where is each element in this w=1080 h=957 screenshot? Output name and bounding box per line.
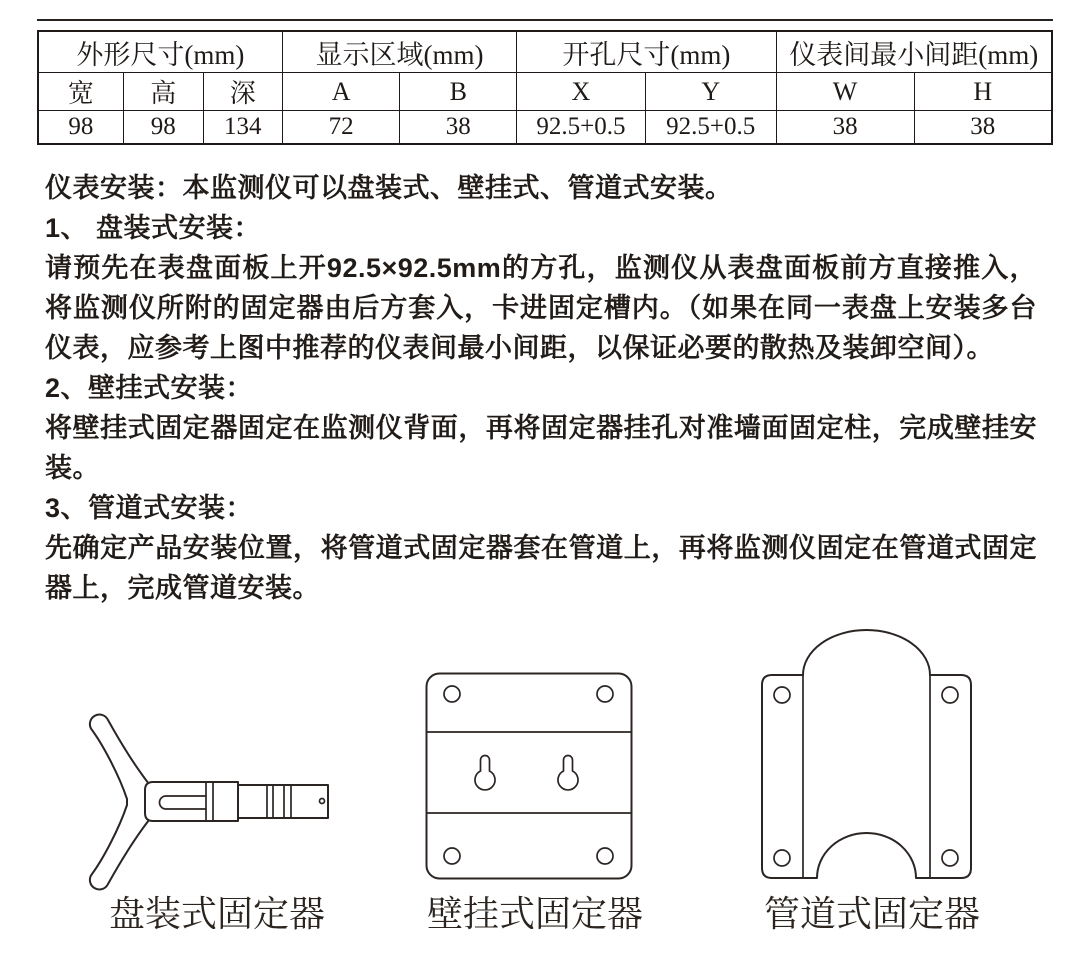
value-depth: 134 <box>203 111 282 145</box>
figure-caption-panel-mount: 盘装式固定器 <box>108 894 325 934</box>
subheader-x: X <box>517 73 646 111</box>
value-y: 92.5+0.5 <box>645 111 776 145</box>
subheader-b: B <box>400 73 517 111</box>
dimension-spec-table <box>37 30 1053 145</box>
value-height: 98 <box>123 111 203 145</box>
value-x: 92.5+0.5 <box>517 111 646 145</box>
subheader-width: 宽 <box>38 73 123 111</box>
subheader-depth: 深 <box>203 73 282 111</box>
subheader-h: H <box>914 73 1052 111</box>
value-b: 38 <box>400 111 517 145</box>
section-3-text: 先确定产品安装位置，将管道式固定器套在管道上，再将监测仪固定在管道式固定器上，完成管道安装。 <box>45 533 1037 603</box>
figure-caption-wall-mount: 壁挂式固定器 <box>426 894 643 934</box>
value-a: 72 <box>282 111 400 145</box>
group-header-display: 显示区域(mm) <box>282 31 516 73</box>
pipe-mount-fixture-figure <box>760 628 975 880</box>
installation-instructions <box>45 168 1037 608</box>
table-value-row <box>38 111 1052 145</box>
table-subheader-row <box>38 73 1052 111</box>
wall-mount-fixture-figure <box>425 672 633 880</box>
pipe-mount-fixture-drawing <box>760 628 975 880</box>
value-h: 38 <box>914 111 1052 145</box>
figure-caption-pipe-mount: 管道式固定器 <box>763 894 980 934</box>
horizontal-rule <box>37 19 1053 21</box>
section-1-heading: 1、 盘装式安装： <box>45 213 262 243</box>
subheader-y: Y <box>645 73 776 111</box>
section-1-text: 请预先在表盘面板上开92.5×92.5mm的方孔，监测仪从表盘面板前方直接推入，将监测仪所附的固定器由后方套入，卡进固定槽内。（如果在同一表盘上安装多台仪表，应参考上图中推荐的仪表间最小间距，以保证必要的散热及装卸空间）。 <box>45 253 1037 363</box>
section-3-heading: 3、管道式安装： <box>45 493 254 523</box>
section-2-heading: 2、壁挂式安装： <box>45 373 254 403</box>
wall-mount-fixture-drawing <box>425 672 633 880</box>
value-w: 38 <box>776 111 914 145</box>
subheader-w: W <box>776 73 914 111</box>
value-width: 98 <box>38 111 123 145</box>
subheader-height: 高 <box>123 73 203 111</box>
subheader-a: A <box>282 73 400 111</box>
group-header-spacing: 仪表间最小间距(mm) <box>776 31 1052 73</box>
group-header-cutout: 开孔尺寸(mm) <box>517 31 777 73</box>
table-group-header-row <box>38 31 1052 73</box>
section-2-text: 将壁挂式固定器固定在监测仪背面，再将固定器挂孔对准墙面固定柱，完成壁挂安装。 <box>45 413 1037 483</box>
group-header-outline: 外形尺寸(mm) <box>38 31 282 73</box>
installation-intro: 仪表安装：本监测仪可以盘装式、壁挂式、管道式安装。 <box>45 173 733 203</box>
